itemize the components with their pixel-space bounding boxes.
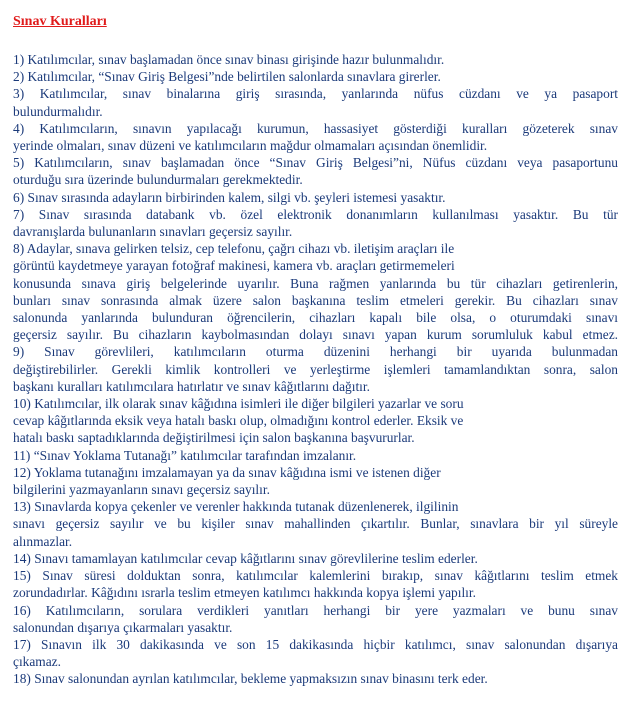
rule-item-2 xyxy=(13,68,618,85)
rule-item-10 xyxy=(13,395,618,447)
rule-line: oturduğu sıra üzerinde bulundurmaları gerekmektedir. xyxy=(13,172,303,188)
rule-item-8 xyxy=(13,240,618,343)
rule-line: 11) “Sınav Yoklama Tutanağı” katılımcılar tarafından imzalanır. xyxy=(13,447,357,463)
rule-line: hatalı baskı saptadıklarında değiştirilmesi için salon başkanına başvururlar. xyxy=(13,430,415,446)
rule-line: zorundadırlar. Kâğıdını ısrarla teslim etmeyen katılımcı hakkında kopya işlemi yapılır. xyxy=(13,585,476,601)
rule-item-4 xyxy=(13,120,618,154)
rule-item-11 xyxy=(13,447,618,464)
rule-item-3 xyxy=(13,85,618,119)
rule-line: değiştirebilirler. Gerekli kimlik kontrolleri ve yerleştirme işlemleri tamamlandıktan sonra, salon xyxy=(13,361,618,377)
rule-item-9 xyxy=(13,343,618,395)
rule-line: görüntü kaydetmeye yarayan fotoğraf makinesi, kamera vb. araçları getirmemeleri xyxy=(13,258,455,274)
rule-line: başkanı kuralları katılımcılara hatırlatır ve sınav kâğıtlarını dağıtır. xyxy=(13,378,370,394)
rule-line: 16) Katılımcıların, sorulara verdikleri yanıtları herhangi bir yere yazmaları ve bunu sınav xyxy=(13,602,618,618)
rule-item-13 xyxy=(13,498,618,550)
rule-line: 8) Adaylar, sınava gelirken telsiz, cep telefonu, çağrı cihazı vb. iletişim araçları ile xyxy=(13,241,455,257)
rule-line: 1) Katılımcılar, sınav başlamadan önce sınav binası girişinde hazır bulunmalıdır. xyxy=(13,52,445,67)
rule-line: davranışlarda bulunanların sınavları geçersiz sayılır. xyxy=(13,224,293,240)
rule-line: bulundurmalıdır. xyxy=(13,103,103,119)
rule-line: cevap kâğıtlarında eksik veya hatalı baskı olup, olmadığını kontrol ederler. Eksik ve xyxy=(13,413,464,429)
rule-line: alınmazlar. xyxy=(13,533,73,549)
rule-line: 12) Yoklama tutanağını imzalamayan ya da sınav kâğıdına ismi ve istenen diğer xyxy=(13,464,441,480)
rule-line: 5) Katılımcıların, sınav başlamadan önce “Sınav Giriş Belgesi”ni, Nüfus cüzdanı veya pasaportunu xyxy=(13,155,618,171)
document-page xyxy=(13,13,618,688)
rule-item-1 xyxy=(13,51,618,68)
rule-line: 2) Katılımcılar, “Sınav Giriş Belgesi”nde belirtilen salonlarda sınavlara girerler. xyxy=(13,69,441,85)
rule-item-12 xyxy=(13,464,618,498)
rule-line: 14) Sınavı tamamlayan katılımcılar cevap kâğıtlarını sınav görevlilerine teslim ederler. xyxy=(13,550,478,566)
rule-item-15 xyxy=(13,567,618,601)
rule-line: 18) Sınav salonundan ayrılan katılımcılar, bekleme yapmaksızın sınav binasını terk eder. xyxy=(13,671,488,687)
rule-line: geçersiz sayılır. Bu cihazların kaybolmasından dolayı sınavı yapan kurum sorumluluk kabul etmez. xyxy=(13,327,618,343)
rule-line: çıkamaz. xyxy=(13,654,61,670)
rule-item-6 xyxy=(13,189,618,206)
rules-list xyxy=(13,51,618,688)
rule-line: 7) Sınav sırasında databank vb. özel elektronik donanımların kullanılması yasaktır. Bu tür xyxy=(13,206,618,222)
rule-line: yerinde olmaları, sınav düzeni ve katılımcıların mağdur olmamaları açısından önemlidir. xyxy=(13,138,488,154)
rule-line: konusunda sınava giriş belgelerinde uyarılır. Buna rağmen yanlarında bu tür cihazları getirenlerin, xyxy=(13,275,618,291)
rule-line: 13) Sınavlarda kopya çekenler ve verenler hakkında tutanak düzenlenerek, ilgilinin xyxy=(13,499,459,515)
rule-line: 9) Sınav görevlileri, katılımcıların oturma düzenini herhangi bir uyarıda bulunmadan xyxy=(13,344,618,360)
rule-line: bunları sınav sonrasında almak üzere salon başkanına teslim etmeleri gerekir. Bu cihazları sınav xyxy=(13,292,618,308)
rule-item-17 xyxy=(13,636,618,670)
rule-line: 10) Katılımcılar, ilk olarak sınav kâğıdına isimleri ile diğer bilgileri yazarlar ve soru xyxy=(13,396,464,412)
rule-line: 3) Katılımcılar, sınav binalarına giriş sırasında, yanlarında nüfus cüzdanı ve ya pasaport xyxy=(13,86,618,102)
document-title: Sınav Kuralları xyxy=(13,14,107,29)
rule-line: 4) Katılımcıların, sınavın yapılacağı kurumun, hassasiyet gösterdiği kuralları gözeterek sınav xyxy=(13,120,618,136)
rule-line: 15) Sınav süresi dolduktan sonra, katılımcılar kalemlerini bırakıp, sınav kâğıtlarını teslim etmek xyxy=(13,568,618,584)
rule-item-7 xyxy=(13,206,618,240)
rule-line: salonundan dışarıya çıkarmaları yasaktır. xyxy=(13,619,233,635)
rule-line: 6) Sınav sırasında adayların birbirinden kalem, silgi vb. şeyleri istemesi yasaktır. xyxy=(13,189,446,205)
rule-line: 17) Sınavın ilk 30 dakikasında ve son 15 dakikasında hiçbir katılımcı, sınav salonundan dışarıya xyxy=(13,636,618,652)
rule-item-14 xyxy=(13,550,618,567)
rule-item-18 xyxy=(13,670,618,687)
rule-item-16 xyxy=(13,602,618,636)
rule-line: sınavı geçersiz sayılır ve bu kişiler sınav mahallinden çıkartılır. Bunlar, sınavlara bir yıl süreyle xyxy=(13,516,618,532)
rule-line: bilgilerini yazmayanların sınavı geçersiz sayılır. xyxy=(13,482,270,498)
rule-line: salonunda yanlarında bulunduran öğrencilerin, cihazları kapalı bile olsa, o oturumdaki sınavı xyxy=(13,310,618,326)
rule-item-5 xyxy=(13,154,618,188)
